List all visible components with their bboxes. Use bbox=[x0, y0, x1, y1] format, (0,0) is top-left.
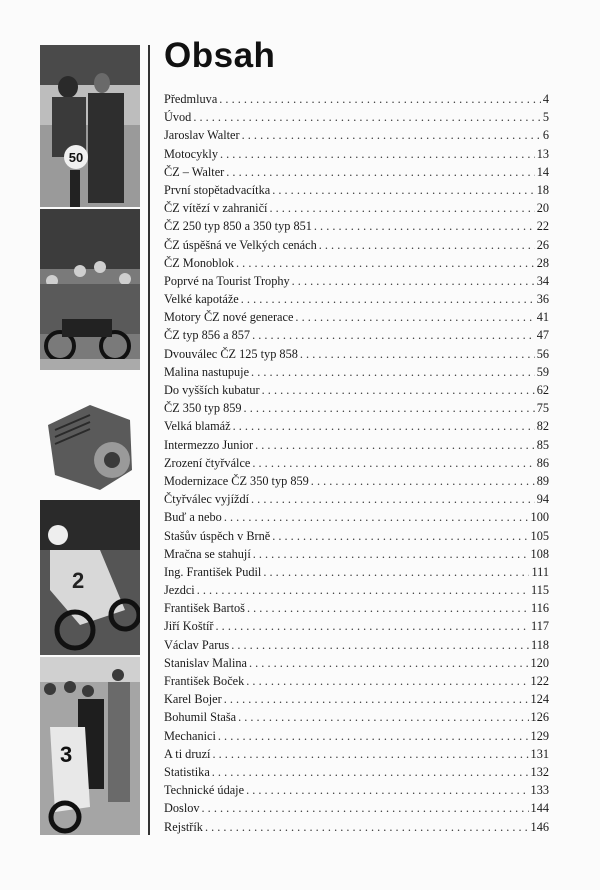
dot-leader bbox=[253, 547, 529, 562]
toc-entry[interactable] bbox=[164, 128, 549, 146]
dot-leader bbox=[224, 510, 529, 525]
toc-entry-page-number: 86 bbox=[536, 455, 549, 470]
toc-entry-title: Čtyřválec vyjíždí bbox=[164, 492, 250, 507]
toc-entry-page-number: 117 bbox=[531, 619, 549, 634]
toc-entry-page-number: 62 bbox=[536, 383, 549, 397]
toc-entry-page-number: 100 bbox=[530, 510, 549, 525]
dot-leader bbox=[292, 274, 535, 289]
dot-leader bbox=[224, 692, 529, 707]
toc-entry-page-number: 94 bbox=[536, 492, 549, 507]
dot-leader bbox=[314, 219, 535, 234]
toc-entry[interactable] bbox=[164, 92, 549, 110]
table-of-contents bbox=[164, 92, 549, 838]
toc-entry[interactable] bbox=[164, 692, 549, 710]
toc-entry[interactable] bbox=[164, 438, 549, 456]
toc-entry-page-number: 129 bbox=[530, 728, 549, 743]
svg-text:3: 3 bbox=[60, 742, 73, 767]
toc-entry[interactable] bbox=[164, 565, 549, 583]
toc-entry-title: Malina nastupuje bbox=[164, 364, 250, 379]
toc-entry-title: Statistika bbox=[164, 764, 210, 779]
toc-entry-title: ČZ 250 typ 850 a 350 typ 851 bbox=[164, 219, 312, 234]
toc-entry[interactable] bbox=[164, 638, 549, 656]
toc-entry-page-number: 105 bbox=[530, 528, 549, 543]
dot-leader bbox=[251, 365, 535, 380]
toc-entry-title: Do vyšších kubatur bbox=[164, 383, 260, 397]
toc-entry-title: Jezdci bbox=[164, 583, 195, 598]
dot-leader bbox=[319, 238, 535, 253]
toc-entry-page-number: 122 bbox=[530, 674, 549, 688]
toc-entry[interactable] bbox=[164, 110, 549, 128]
toc-entry[interactable] bbox=[164, 292, 549, 310]
toc-entry[interactable] bbox=[164, 256, 549, 274]
toc-entry-page-number: 5 bbox=[542, 110, 549, 125]
toc-entry[interactable] bbox=[164, 274, 549, 292]
toc-entry-page-number: 41 bbox=[536, 310, 549, 325]
toc-entry-page-number: 124 bbox=[530, 692, 549, 707]
toc-entry-page-number: 13 bbox=[536, 146, 549, 161]
toc-entry-page-number: 120 bbox=[530, 655, 549, 670]
toc-entry[interactable] bbox=[164, 747, 549, 765]
dot-leader bbox=[202, 801, 529, 816]
toc-entry-title: Václav Parus bbox=[164, 637, 230, 652]
toc-entry[interactable] bbox=[164, 710, 549, 728]
toc-entry-title: Doslov bbox=[164, 801, 200, 816]
dot-leader bbox=[212, 765, 529, 780]
photo-rider-number-50 bbox=[40, 45, 140, 207]
toc-entry-title: ČZ 350 typ 859 bbox=[164, 401, 242, 416]
dot-leader bbox=[205, 820, 529, 835]
toc-entry-page-number: 108 bbox=[530, 546, 549, 561]
dot-leader bbox=[220, 147, 535, 162]
toc-entry-page-number: 18 bbox=[536, 182, 549, 197]
toc-entry-page-number: 36 bbox=[536, 292, 549, 307]
dot-leader bbox=[212, 747, 528, 762]
toc-entry-title: ČZ úspěšná ve Velkých cenách bbox=[164, 237, 317, 252]
svg-text:50: 50 bbox=[68, 150, 84, 165]
toc-entry[interactable] bbox=[164, 729, 549, 747]
toc-entry-page-number: 118 bbox=[531, 637, 549, 652]
toc-entry[interactable] bbox=[164, 765, 549, 783]
toc-entry-page-number: 85 bbox=[536, 437, 549, 452]
dot-leader bbox=[197, 583, 529, 598]
toc-entry-page-number: 146 bbox=[530, 819, 549, 834]
toc-entry-title: Jaroslav Walter bbox=[164, 128, 240, 143]
toc-entry[interactable] bbox=[164, 619, 549, 637]
vertical-divider bbox=[148, 45, 150, 835]
toc-entry-title: První stopětadvacítka bbox=[164, 182, 271, 197]
photo-racer-number-3-group bbox=[40, 657, 140, 835]
dot-leader bbox=[263, 565, 529, 580]
toc-entry-page-number: 116 bbox=[531, 601, 549, 616]
toc-entry[interactable] bbox=[164, 529, 549, 547]
dot-leader bbox=[226, 165, 534, 180]
toc-entry[interactable] bbox=[164, 474, 549, 492]
toc-entry-title: Karel Bojer bbox=[164, 692, 222, 707]
toc-entry-title: ČZ vítězí v zahraničí bbox=[164, 201, 268, 216]
toc-entry-page-number: 4 bbox=[542, 92, 549, 106]
toc-entry-page-number: 75 bbox=[536, 401, 549, 416]
photo-racer-number-2 bbox=[40, 500, 140, 655]
toc-entry[interactable] bbox=[164, 347, 549, 365]
photo-motorcycle-crowd bbox=[40, 209, 140, 370]
toc-entry-title: Stašův úspěch v Brně bbox=[164, 528, 271, 543]
dot-leader bbox=[249, 656, 529, 671]
toc-entry-page-number: 6 bbox=[542, 128, 549, 143]
toc-entry-page-number: 131 bbox=[530, 746, 549, 761]
toc-entry-page-number: 28 bbox=[536, 255, 549, 270]
toc-entry-title: Dvouválec ČZ 125 typ 858 bbox=[164, 346, 298, 361]
toc-entry-page-number: 47 bbox=[536, 328, 549, 343]
dot-leader bbox=[255, 438, 535, 453]
toc-entry-title: Úvod bbox=[164, 110, 192, 125]
dot-leader bbox=[246, 674, 528, 689]
toc-entry-page-number: 26 bbox=[536, 237, 549, 252]
dot-leader bbox=[216, 619, 529, 634]
dot-leader bbox=[269, 201, 534, 216]
dot-leader bbox=[231, 638, 529, 653]
toc-entry[interactable] bbox=[164, 238, 549, 256]
toc-entry[interactable] bbox=[164, 147, 549, 165]
dot-leader bbox=[242, 128, 541, 143]
toc-entry-title: Motory ČZ nové generace bbox=[164, 310, 294, 325]
dot-leader bbox=[300, 347, 535, 362]
photo-engine bbox=[40, 385, 140, 495]
toc-entry-title: Mračna se stahují bbox=[164, 546, 251, 561]
toc-entry-page-number: 82 bbox=[536, 419, 549, 434]
toc-entry-title: Modernizace ČZ 350 typ 859 bbox=[164, 473, 309, 488]
toc-entry-title: Bohumil Staša bbox=[164, 710, 237, 725]
dot-leader bbox=[218, 729, 529, 744]
toc-entry-title: ČZ Monoblok bbox=[164, 255, 235, 270]
toc-entry-page-number: 115 bbox=[531, 583, 549, 598]
dot-leader bbox=[251, 492, 535, 507]
toc-entry[interactable] bbox=[164, 801, 549, 819]
dot-leader bbox=[252, 328, 535, 343]
toc-entry-title: ČZ typ 856 a 857 bbox=[164, 328, 251, 343]
toc-entry-title: Mechanici bbox=[164, 728, 216, 743]
dot-leader bbox=[262, 383, 535, 398]
toc-entry[interactable] bbox=[164, 492, 549, 510]
svg-text:2: 2 bbox=[72, 568, 85, 593]
toc-entry[interactable] bbox=[164, 601, 549, 619]
toc-entry[interactable] bbox=[164, 401, 549, 419]
toc-entry[interactable] bbox=[164, 183, 549, 201]
toc-entry-page-number: 59 bbox=[536, 364, 549, 379]
toc-entry-title: František Boček bbox=[164, 674, 245, 688]
dot-leader bbox=[272, 183, 534, 198]
page-title: Obsah bbox=[164, 36, 276, 75]
toc-entry-page-number: 14 bbox=[536, 164, 549, 179]
toc-entry-title: Předmluva bbox=[164, 92, 218, 106]
dot-leader bbox=[295, 310, 534, 325]
dot-leader bbox=[272, 529, 528, 544]
toc-entry-title: Jiří Koštíř bbox=[164, 619, 214, 634]
toc-entry-page-number: 144 bbox=[530, 801, 549, 816]
dot-leader bbox=[193, 110, 541, 125]
toc-entry-page-number: 56 bbox=[536, 346, 549, 361]
dot-leader bbox=[246, 783, 528, 798]
toc-entry[interactable] bbox=[164, 783, 549, 801]
toc-entry[interactable] bbox=[164, 656, 549, 674]
toc-entry-title: Technické údaje bbox=[164, 783, 245, 798]
dot-leader bbox=[252, 456, 534, 471]
toc-entry[interactable] bbox=[164, 310, 549, 328]
dot-leader bbox=[241, 292, 535, 307]
toc-entry[interactable] bbox=[164, 547, 549, 565]
toc-entry-title: A ti druzí bbox=[164, 746, 211, 761]
toc-entry[interactable] bbox=[164, 365, 549, 383]
dot-leader bbox=[311, 474, 535, 489]
toc-entry[interactable] bbox=[164, 419, 549, 437]
toc-entry-title: ČZ – Walter bbox=[164, 164, 225, 179]
toc-entry-page-number: 34 bbox=[536, 273, 549, 288]
toc-entry-page-number: 111 bbox=[531, 564, 549, 579]
toc-entry-title: František Bartoš bbox=[164, 601, 245, 616]
toc-entry-page-number: 22 bbox=[536, 219, 549, 234]
toc-entry[interactable] bbox=[164, 219, 549, 237]
toc-entry-title: Stanislav Malina bbox=[164, 655, 247, 670]
toc-entry[interactable] bbox=[164, 201, 549, 219]
toc-entry-title: Ing. František Pudil bbox=[164, 564, 262, 579]
toc-entry-title: Intermezzo Junior bbox=[164, 437, 254, 452]
dot-leader bbox=[244, 401, 535, 416]
toc-entry-page-number: 133 bbox=[530, 783, 549, 798]
toc-entry-title: Velké kapotáže bbox=[164, 292, 239, 307]
dot-leader bbox=[238, 710, 528, 725]
dot-leader bbox=[219, 92, 541, 107]
toc-entry[interactable] bbox=[164, 674, 549, 692]
toc-entry[interactable] bbox=[164, 510, 549, 528]
dot-leader bbox=[233, 419, 535, 434]
toc-entry-title: Poprvé na Tourist Trophy bbox=[164, 273, 290, 288]
toc-entry-page-number: 126 bbox=[530, 710, 549, 725]
toc-entry-page-number: 89 bbox=[536, 473, 549, 488]
toc-entry[interactable] bbox=[164, 165, 549, 183]
toc-entry[interactable] bbox=[164, 583, 549, 601]
toc-entry[interactable] bbox=[164, 383, 549, 401]
toc-entry[interactable] bbox=[164, 328, 549, 346]
toc-entry-title: Rejstřík bbox=[164, 819, 203, 834]
toc-entry-page-number: 20 bbox=[536, 201, 549, 216]
dot-leader bbox=[236, 256, 535, 271]
toc-entry-title: Velká blamáž bbox=[164, 419, 231, 434]
toc-entry[interactable] bbox=[164, 456, 549, 474]
toc-entry-title: Buď a nebo bbox=[164, 510, 222, 525]
toc-entry-page-number: 132 bbox=[530, 764, 549, 779]
toc-entry-title: Zrození čtyřválce bbox=[164, 455, 251, 470]
toc-entry[interactable] bbox=[164, 820, 549, 838]
toc-entry-title: Motocykly bbox=[164, 146, 218, 161]
dot-leader bbox=[247, 601, 529, 616]
